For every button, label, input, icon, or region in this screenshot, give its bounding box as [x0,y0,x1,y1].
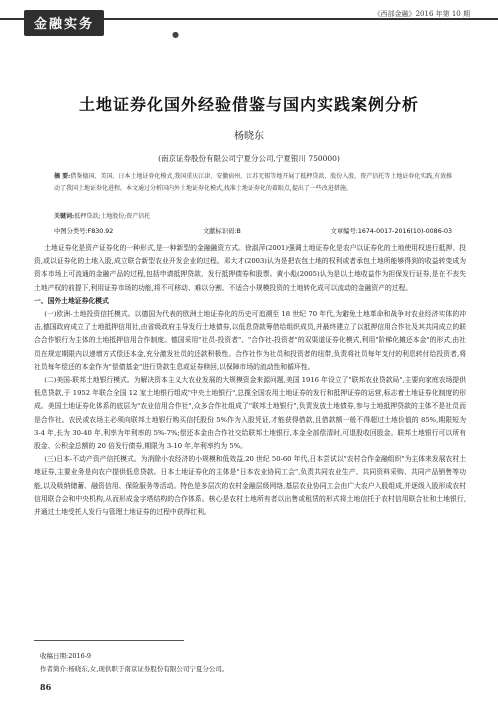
paragraph-europe: (一)欧洲-土地投资信托模式。以德国为代表的欧洲土地证券化的历史可追溯至 18 世纪 70 年代,为避免土地革命和战争对农业经济实体的冲击,德国政府成立了土地抵押信用社,由省级政府主导发行土地债券,以低息贷款筹借给组织成员,并最终建立了以抵押信用合作社及其共同成立的联合合作银行为主体的土地抵押信用合作制度。德国采用"社员-投资者"、"合作社-投资者"的双渠道证券化模式,利用"阶梯化摊还本金"的形式,由社员在规定期限内以递增方式偿还本金,充分激发社员的还款积极性。合作社作为社员和投资者的纽带,负责将社员每年支付的利息转付给投资者,将社员每年偿还的本金作为"偿债基金"进行贷款生息或证券赎回,以保障市场的流动性和循环性。 [34,310,466,371]
classification-line [54,226,452,235]
document-code: 文献标识码:B [202,228,241,235]
page-header [0,0,498,36]
keywords [54,211,150,220]
received-date: 收稿日期:2016-9 [40,652,92,660]
abstract-text: 借鉴德国、美国、日本土地证券化模式,我国重庆江津、安徽宿州、江苏无锡等地开展了抵押贷款、股份入股、资产信托等土地证券化实践,有效推动了我国土地证券化进程。本文通过分析国内外土地证券化模式,找准土地证券化的着眼点,提出了一些改进措施。 [54,173,453,192]
article-body [34,242,466,519]
author-bio: 作者简介:杨晓东,女,现供职于南京证券股份有限公司宁夏分公司。 [40,665,229,673]
article-number: 文章编号:1674-0017-2016(10)-0086-03 [330,228,452,235]
footnote-divider [34,640,184,641]
page-number: 86 [40,682,52,692]
section-label: 金融实务 [24,10,104,36]
keywords-text: 抵押贷款;土地股份;资产信托 [74,213,151,220]
author-name: 杨晓东 [234,131,264,142]
author-affiliation: (南京证券股份有限公司宁夏分公司,宁夏银川 750000) [158,154,340,163]
abstract [54,171,454,195]
keywords-label: 关键词: [54,213,75,220]
intro-paragraph: 土地证券化是资产证券化的一种形式,是一种新型的金融融资方式。徐淑萍(2001)强调土地证券化是农户以证券化的土地使用权进行抵押、投资,或以证券化的土地入股,成立联合新型农业开发企业的过程。邓大才(2003)认为是把农包土地的权利或者承包土地所能够得到的收益转变成为资本市场上可流通的金融产品的过程,包括申请抵押贷款、发行抵押债券和股票。黄小彪(2005)认为是以土地收益作为担保发行证券,是在不丧失土地产权的前提下,利用证券市场的功能,将不可移动、难以分割、不适合小规模投资的土地转化成可以流动的金融资产的过程。 [34,244,466,292]
clc-number: 中图分类号:F830.92 [54,228,114,235]
article-title: 土地证券化国外经验借鉴与国内实践案例分析 [78,95,419,114]
journal-citation: 《西部金融》2016 年第 10 期 [373,10,470,18]
dot-mark: ● [172,30,179,39]
paragraph-usa: (二)美国-联邦土地银行模式。为解决资本主义大农业发展的大规模资金来源问题,美国 1916 年设立了"联邦农业贷款局",主要向家庭农场提供低息贷款,于 1952 年联合全国 12 家土地银行组成"中央土地银行",总揽全国农用土地证券的发行和抵押证券的运营,标志着土地证券化制度的形成。美国土地证券化体系的底层为"农业信用合作社",众多合作社组成了"联邦土地银行",负责发放土地债券,参与土地抵押贷款的主体不是社员而是合作社。农民或农场主必须向联邦土地银行购买信托股份 5%作为入股凭证,才能获得借款,且借款额一般不得超过土地价值的 85%,期限短为 3-4 年,长为 30-40 年,利率为年利率的 5%-7%;偿还本金由合作社交给联邦土地银行,本金全部偿清时,可退股收回股金。联邦土地银行可以所有股金、公积金总额的 20 倍发行债券,期限为 3-10 年,年利率约为 5%。 [34,376,466,451]
paragraph-japan: (三)日本-不动产资产信托模式。为消除小农经济的小规模和低效益,20 世纪 50-60 年代,日本尝试以"农村合作金融组织"为主体来发展农村土地证券,主要业务是向农户提供低息贷款。日本土地证券化的主体是"日本农业协同工会",负责共同农业生产、共同资料采购、共同产品销售等功能,以及吸纳储蓄、融资信用、保险服务等活动。特色是多层次的农村金融层级网络,基层农业协同工会由广大农户入股组成,并逐级入股形成农村信用联合会和中央机构,从而形成金字塔结构的合作体系。核心是农村土地所有者以出售或租赁的形式将土地信托于农村信用联合社和土地银行,并通过土地受托人发行与管理土地证券的过程中获得红利。 [34,455,466,517]
footnote [40,650,228,676]
abstract-label: 摘 要: [54,173,71,180]
section-heading: 一、国外土地证券化模式 [34,296,109,305]
